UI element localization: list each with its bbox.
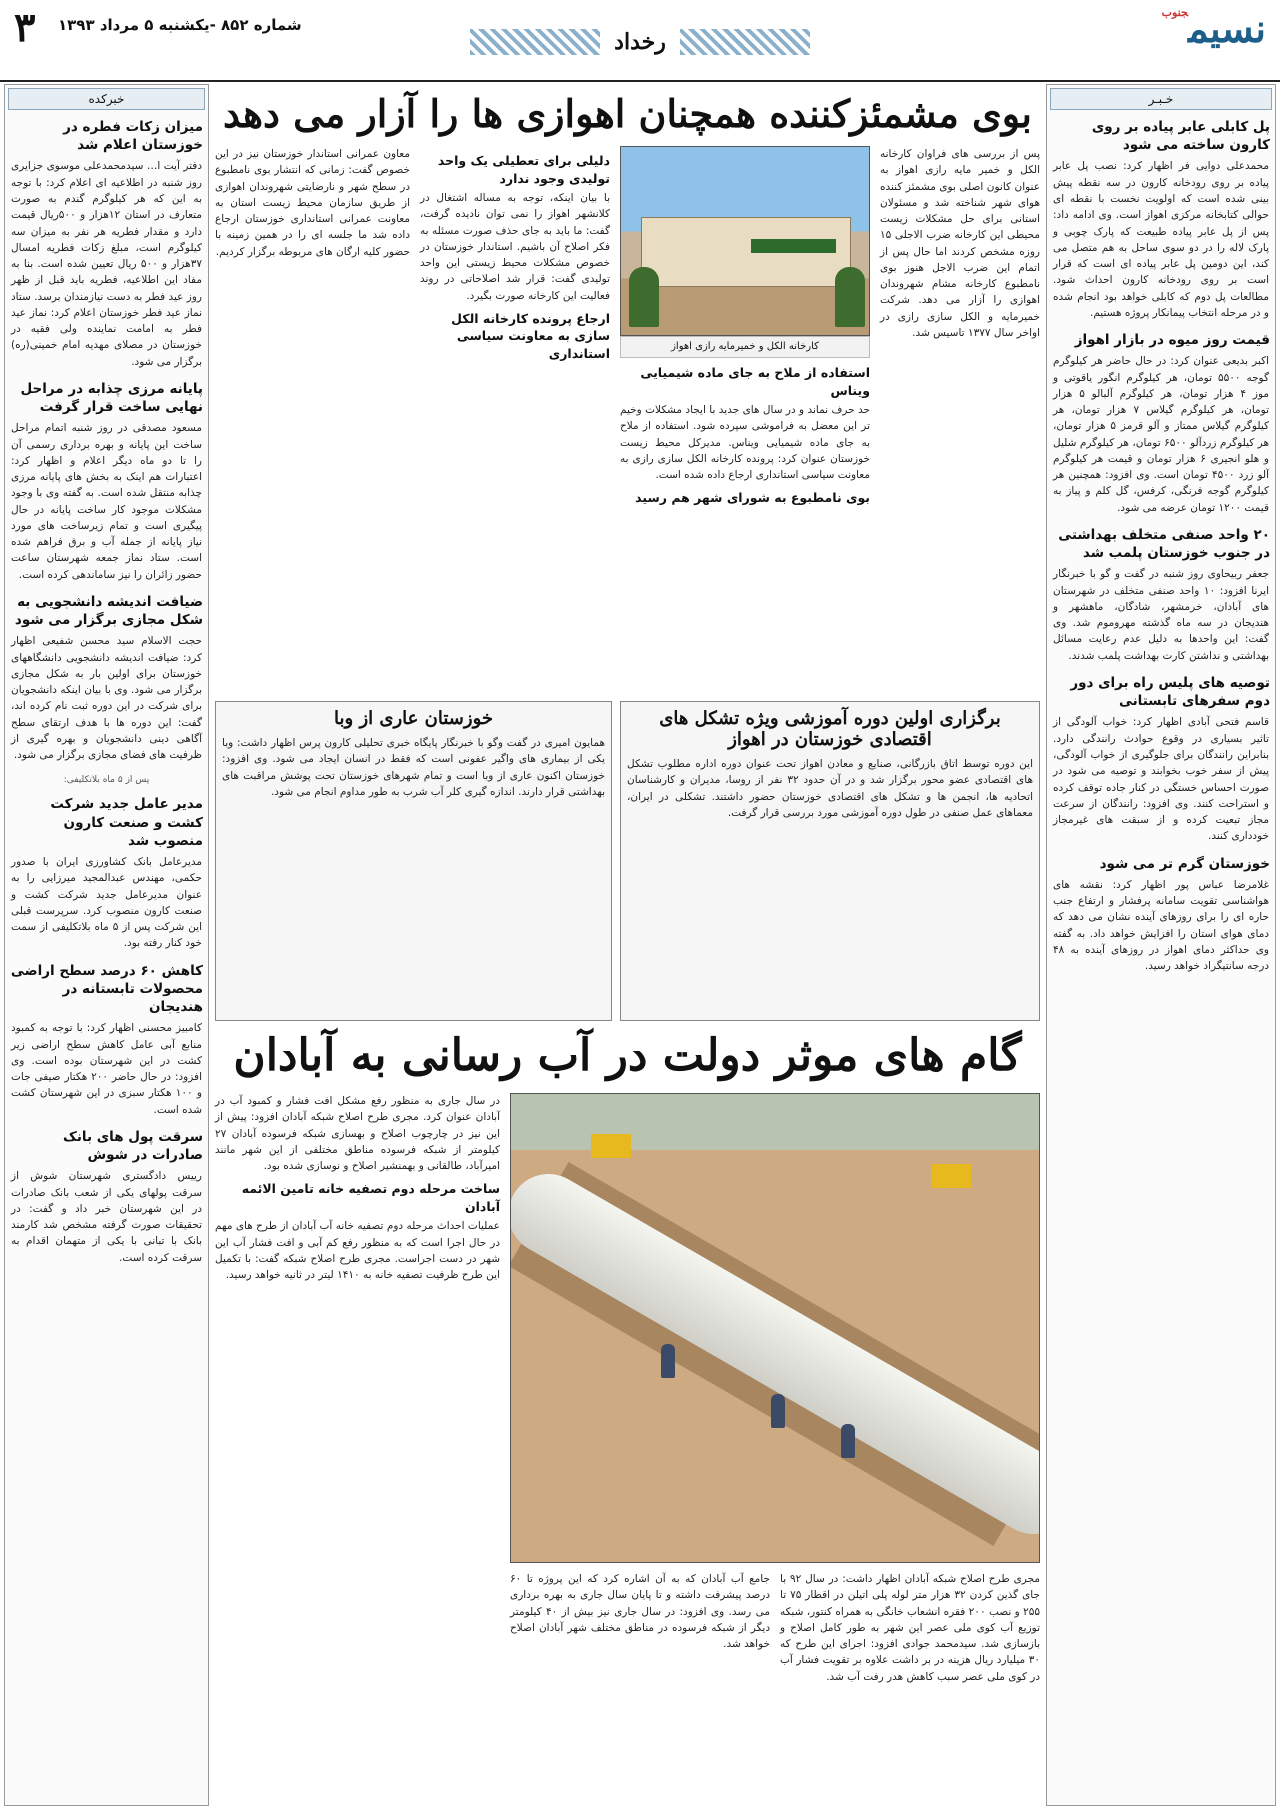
box-text: این دوره توسط اتاق بازرگانی، صنایع و معادن اهواز تحت عنوان دوره اداره مطلوب تشکل های اقتصادی عضو محور برگزار شد و در آن حدود ۳۲ نفر از روسا، مدیران و کارشناسان اتحادیه ها، انجمن ها و تشکل های اقتصادی خوزستان حضور داشتند. تشکلی در ایران، معماهای عمل صنفی در طول دوره آموزشی مورد بررسی قرار گرفت. (627, 758, 1033, 819)
secondary-headline[interactable]: گام های موثر دولت در آب رسانی به آبادان (233, 1030, 1022, 1081)
article-subhead: استفاده از ملاح به جای ماده شیمیایی ویناس (640, 365, 870, 398)
issue-info: شماره ۸۵۲ -یکشنبه ۵ مرداد ۱۳۹۳ (58, 16, 302, 34)
news-body: اکبر بدیعی عنوان کرد: در حال حاضر هر کیلوگرم گوجه ۵۵۰۰ تومان، هر کیلوگرم انگور یاقوتی و موز ۴ هزار تومان، هر کیلوگرم آلبالو ۵ هزار تومان، هر کیلوگرم گیلاس ۷ هزار تومان، هر کیلوگرم گیلاس ممتاز و آلو قرمز ۵ هزار تومان، هر کیلوگرم زردآلو ۶۵۰۰ تومان، هر کیلوگرم شلیل و هلو انجیری ۶ هزار تومان و قیمت هر کیلوگرم آلو زرد ۴۵۰۰ تومان است. وی افزود: همچنین هر کیلوگرم گوجه فرنگی، کرفس، گل کلم و پیاز به قیمت ۱۲۰۰ تومان عرضه می شود. (1053, 355, 1270, 514)
article-subhead: ارجاع پرونده کارخانه الکل سازی به معاونت سیاسی استانداری (451, 310, 610, 361)
factory-sign-shape (751, 239, 836, 253)
news-item[interactable] (8, 962, 205, 1118)
news-title[interactable]: پایانه مرزی چذابه در مراحل نهایی ساخت قرار گرفت (20, 380, 203, 416)
article-text: پس از بررسی های فراوان کارخانه الکل و خمیر مایه رازی اهواز به عنوان کانون اصلی بوی مشمئز کننده هوای شهر شناخته شد و مسئولان استانی برای حل مشکلات زیست محیطی این کارخانه ضرب الاجلی ۱۵ روزه مشخص کردند اما حال پس از اتمام این ضرب الاجل هنوز بوی نامطبوع کارخانه مشام شهروندان اهوازی را آزار می دهد. شرکت خمیرمایه و الکل سازی رازی در اواخر سال ۱۳۷۷ تاسیس شد. (880, 148, 1040, 339)
article-subhead: ساخت مرحله دوم تصفیه خانه تامین الائمه آبادان (241, 1181, 500, 1214)
news-item[interactable] (1050, 526, 1272, 664)
article-water (215, 1093, 1040, 1783)
page-number: ۳ (14, 4, 36, 51)
article-subhead: دلیلی برای تعطیلی یک واحد تولیدی وجود ندارد (437, 153, 610, 186)
worker-shape (661, 1344, 675, 1378)
article-text: با بیان اینکه، توجه به مساله اشتغال در کلانشهر اهواز را نمی توان نادیده گرفت، گفت: ما باید به جای حذف صورت مسئله به فکر اصلاح آن باشیم. استاندار خوزستان در خصوص مشکلات محیط زیستی این واحد تولیدی گفت: قرار شد اصلاحاتی در روند فعالیت این کارخانه صورت بگیرد. (420, 192, 610, 302)
news-column-right (1046, 84, 1276, 1806)
news-body: رییس دادگستری شهرستان شوش از سرقت پولهای یکی از شعب بانک صادرات در این شهرستان خبر داد و گفت: در تحقیقات صورت گرفته مشخص شد کارمند بانک با تبانی با یکی از متهمان اقدام به سرقت کرده است. (11, 1170, 202, 1264)
newspaper-logo[interactable]: نسیم$^{جنوب}$ (1161, 6, 1266, 51)
article-text: عملیات احداث مرحله دوم تصفیه خانه آب آبادان از طرح های مهم در حال اجرا است که به منظور رفع کم آبی و افت فشار آب این شهر در دست اجراست. مجری طرح اصلاح شبکه گفت: با تکمیل این طرح ظرفیت تصفیه خانه به ۱۴۱۰ لیتر در ثانیه خواهد رسید. (215, 1220, 500, 1282)
section-title: رخداد (614, 29, 666, 55)
news-body: دفتر آیت ا… سیدمحمدعلی موسوی جزایری روز شنبه در اطلاعیه ای اعلام کرد: با توجه به این که هر کیلوگرم گندم به صورت متعارف در استان ۱۲هزار و ۵۰۰ریال قیمت دارد و مقدار فطریه هر نفر به میزان سه کیلوگرم است، مبلغ زکات فطریه امسال ۳۷هزار و ۵۰۰ ریال تعیین شده است. بنا به مفاد این اطلاعیه، فطریه باید قبل از ظهر روز عید فطر به دست نیازمندان برسد. ستاد نماز عید فطر خوزستان اعلام کرد: نماز عید فطر به امامت نماینده ولی فقیه در خوزستان در مصلای مهدیه امام خمینی(ره) برگزار می شود. (11, 160, 202, 368)
article-column (620, 146, 870, 701)
news-item[interactable] (8, 593, 205, 764)
news-body: کامبیز محسنی اظهار کرد: با توجه به کمبود منابع آبی عامل کاهش سطح اراضی زیر کشت در این شهرستان بوده است. وی افزود: در حال حاضر ۲۰۰ هکتار صیفی جات و ۱۰۰ هکتار سبزی در این شهرستان کشت شده است. (11, 1022, 202, 1116)
main-content (215, 84, 1040, 1783)
box-title[interactable]: برگزاری اولین دوره آموزشی ویژه تشکل های اقتصادی خوزستان در اهواز (659, 708, 1001, 750)
news-title[interactable]: خوزستان گرم تر می شود (1099, 855, 1270, 872)
article-odor (215, 146, 1040, 701)
worker-shape (841, 1424, 855, 1458)
article-column (880, 146, 1040, 701)
article-column (215, 146, 410, 701)
news-box-health[interactable] (215, 701, 612, 1021)
factory-photo[interactable] (620, 146, 870, 336)
photo-caption: کارخانه الکل و خمیرمایه رازی اهواز (620, 336, 870, 358)
news-title[interactable]: توصیه های پلیس راه برای دور دوم سفرهای تابستانی (1070, 675, 1270, 710)
news-title[interactable]: میزان زکات فطره در خوزستان اعلام شد (63, 119, 203, 154)
news-item[interactable] (1050, 674, 1272, 845)
section-banner (470, 20, 810, 64)
article-column (420, 146, 610, 701)
news-kicker: پس از ۵ ماه بلاتکلیفی: (63, 774, 150, 785)
news-item[interactable] (1050, 855, 1272, 975)
article-text: جامع آب آبادان که به آن اشاره کرد که این پروژه تا ۶۰ درصد پیشرفت داشته و تا پایان سال جاری به بهره برداری می رسد. وی افزود: در سال جاری نیز بیش از ۴۰ کیلومتر دیگر از شبکه فرسوده در مناطق مختلف شهر آبادان اصلاح خواهد شد. (510, 1573, 770, 1651)
pipeline-photo[interactable] (510, 1093, 1040, 1563)
tree-shape (835, 267, 865, 327)
news-body: غلامرضا عباس پور اظهار کرد: نقشه های هواشناسی تقویت سامانه پرفشار و ارتفاع جنب حاره ای را برای روزهای آینده نشان می دهد که دمای هوای استان را افزایش خواهد داد. به گفته وی حداکثر دمای اهواز در روزهای آینده به ۴۸ درجه سانتیگراد خواهد رسید. (1053, 878, 1269, 973)
news-body: قاسم فتحی آبادی اظهار کرد: خواب آلودگی از تاثیر بسیاری در وقوع حوادث رانندگی دارد. بنابراین رانندگان برای جلوگیری از خواب آلودگی، پیش از سفر خوب بخوابند و توصیه می شود در صورت احساس خستگی در کنار جاده توقف کرده و استراحت کنند. وی افزود: رانندگان از سرعت مجاز تبعیت کرده و از سبقت های غیرمجاز خودداری کنند. (1053, 716, 1269, 843)
news-title[interactable]: ضیافت اندیشه دانشجویی به شکل مجازی برگزار می شود (14, 593, 203, 629)
news-title[interactable]: کاهش ۶۰ درصد سطح اراضی محصولات تابستانه در هندیجان (10, 962, 203, 1016)
news-title[interactable]: مدیر عامل جدید شرکت کشت و صنعت کارون منصوب شد (50, 796, 203, 849)
news-body: مسعود مصدقی در روز شنبه اتمام مراحل ساخت این پایانه و بهره برداری رسمی آن را تا دو ماه دیگر اعلام و اظهار کرد: اعتبارات هم اینک به بخش های پایانه مرزی چذابه منتقل شده است. به گفته وی با وجود مشکلات موجود کار ساخت پایانه در حال پیگیری است و تمام زیرساخت های مورد نیاز پایانه از جمله آب و برق فراهم شده است. ستاد نماز جمعه شهرستان ساعت حضور زائران را نیز ساماندهی کرده است. (11, 422, 202, 581)
news-body: مدیرعامل بانک کشاورزی ایران با صدور حکمی، مهندس عبدالمجید میرزایی را به عنوان مدیرعامل جدید شرکت کشت و صنعت کارون منصوب کرد. سرپرست قبلی این شرکت پس از ۵ ماه بلاتکلیفی از سمت خود کنار رفته بود. (11, 856, 202, 950)
article-text: حد حرف نماند و در سال های جدید با ایجاد مشکلات وخیم تر این معضل به فراموشی سپرده شود. استفاده از ملاح به جای ماده شیمیایی ویناس. مدیرکل محیط زیست خوزستان عنوان کرد: پرونده کارخانه الکل سازی رازی به معاونت سیاسی استانداری ارجاع داده شده است. (620, 404, 870, 482)
article-text: معاون عمرانی استاندار خوزستان نیز در این خصوص گفت: زمانی که انتشار بوی نامطبوع در سطح شهر و نارضایتی شهروندان اهوازی از طریق سازمان محیط زیست استان به معاونت عمرانی استانداری خوزستان ارجاع داده شد ما جلسه ای را در همین زمینه با حضور کلیه ارگان های مربوطه برگزار کردیم. (215, 148, 410, 258)
article-subhead: بوی نامطبوع به شورای شهر هم رسید (635, 490, 870, 506)
news-title[interactable]: قیمت روز میوه در بازار اهواز (1074, 332, 1270, 349)
news-item[interactable] (8, 118, 205, 370)
box-title[interactable]: خوزستان عاری از وبا (333, 708, 494, 729)
news-item[interactable] (8, 1128, 205, 1266)
excavator-shape (931, 1164, 971, 1188)
news-item[interactable] (8, 774, 205, 952)
news-body: جعفر ربیحاوی روز شنبه در گفت و گو با خبرنگار ایرنا افزود: ۱۰ واحد صنفی متخلف در شهرستان های آبادان، خرمشهر، شادگان، ماهشهر و هندیجان در سه ماه گذشته مهروموم شد. وی گفت: این واحدها به دلیل عدم رعایت مسائل بهداشتی و نداشتن کارت بهداشت پلمب شدند. (1053, 568, 1270, 662)
news-box-training[interactable] (620, 701, 1040, 1021)
article-column (215, 1093, 500, 1783)
news-column-left (4, 84, 209, 1806)
worker-shape (771, 1394, 785, 1428)
article-text: در سال جاری به منظور رفع مشکل افت فشار و کمبود آب در آبادان عنوان کرد. مجری طرح اصلاح شبکه آبادان افزود: پیش از این نیز در چارچوب اصلاح و بهسازی شبکه فرسوده آبادان ۲۷ کیلومتر از شبکه فرسوده مناطق مختلفی از این شهر مانند امیرآباد، طالقانی و بهمنشیر اصلاح و نوسازی شده بود. (215, 1095, 500, 1173)
box-text: همایون امیری در گفت وگو با خبرنگار پایگاه خبری تحلیلی کارون پرس اظهار داشت: وبا یکی از بیماری های واگیر عفونی است که فقط در انسان ایجاد می شود. وی افزود: خوزستان اکنون عاری از وبا است و تمام شهرهای خوزستان تحت پوشش مراقبت های بهداشتی قرار دارند. اندازه گیری کلر آب شرب به طور مداوم انجام می شود. (222, 737, 605, 798)
news-title[interactable]: پل کابلی عابر پیاده بر روی کارون ساخته می شود (1091, 119, 1270, 154)
excavator-shape (591, 1134, 631, 1158)
news-item[interactable] (1050, 118, 1272, 321)
news-body: محمدعلی دوایی فر اظهار کرد: نصب پل عابر پیاده بر روی رودخانه کارون در سه نقطه پیش بینی شده است که اولویت نخست با نقطه ای حوالی کتابخانه مرکزی اهواز است. وی ادامه داد: پس از پل عابر پیاده طبیعت که پارک چوبی و پارک لاله را در دو سوی ساحل به هم متصل می کند، این دومین پل عابر پیاده ای است که قرار است بر روی رودخانه کارون احداث شود. مطالعات پل دوم که کابلی خواهد بود انجام شده و در مرحله انتخاب پیمانکار پروژه هستیم. (1053, 160, 1269, 319)
main-headline[interactable]: بوی مشمئزکننده همچنان اهوازی ها را آزار می دهد (223, 91, 1032, 136)
news-item[interactable] (8, 380, 205, 583)
column-header: خـبـر (1050, 88, 1272, 110)
column-header: خبرکده (8, 88, 205, 110)
masthead (0, 0, 1280, 82)
article-column (510, 1093, 1040, 1783)
pipe-shape (510, 1159, 1040, 1548)
news-item[interactable] (1050, 331, 1272, 516)
tree-shape (629, 267, 659, 327)
boxes-row (215, 701, 1040, 1021)
banner-pattern-left (470, 29, 600, 55)
article-text: مجری طرح اصلاح شبکه آبادان اظهار داشت: در سال ۹۲ با جای گذین کردن ۳۲ هزار متر لوله پلی اتیلن در اقطار ۷۵ تا ۲۵۵ و نصب ۲۰۰ فقره انشعاب خانگی به همراه کنتور، شبکه توزیع آب کوی ملی عصر این شهر به طور کامل اصلاح و بازسازی شد. سیدمحمد جوادی افزود: اجرای این طرح که ۳۰ میلیارد ریال هزینه در بر داشت علاوه بر تقویت فشار آب در کوی ملی عصر سبب کاهش هدر رفت آب شد. (780, 1573, 1041, 1683)
news-title[interactable]: ۲۰ واحد صنفی متخلف بهداشتی در جنوب خوزستان پلمب شد (1058, 526, 1270, 562)
news-body: حجت الاسلام سید محسن شفیعی اظهار کرد: ضیافت اندیشه دانشجویی دانشگاههای خوزستان برای اولین بار به شکل مجازی برگزار می شود. وی با بیان اینکه دانشجویان برای شرکت در این دوره ثبت نام کرده اند، گفت: این دوره ها با هدف ارتقای سطح آگاهی دینی دانشجویان و بهره گیری از ظرفیت های فضای مجازی برگزار می شود. (11, 635, 202, 762)
news-title[interactable]: سرقت پول های بانک صادرات در شوش (63, 1128, 203, 1164)
banner-pattern-right (680, 29, 810, 55)
